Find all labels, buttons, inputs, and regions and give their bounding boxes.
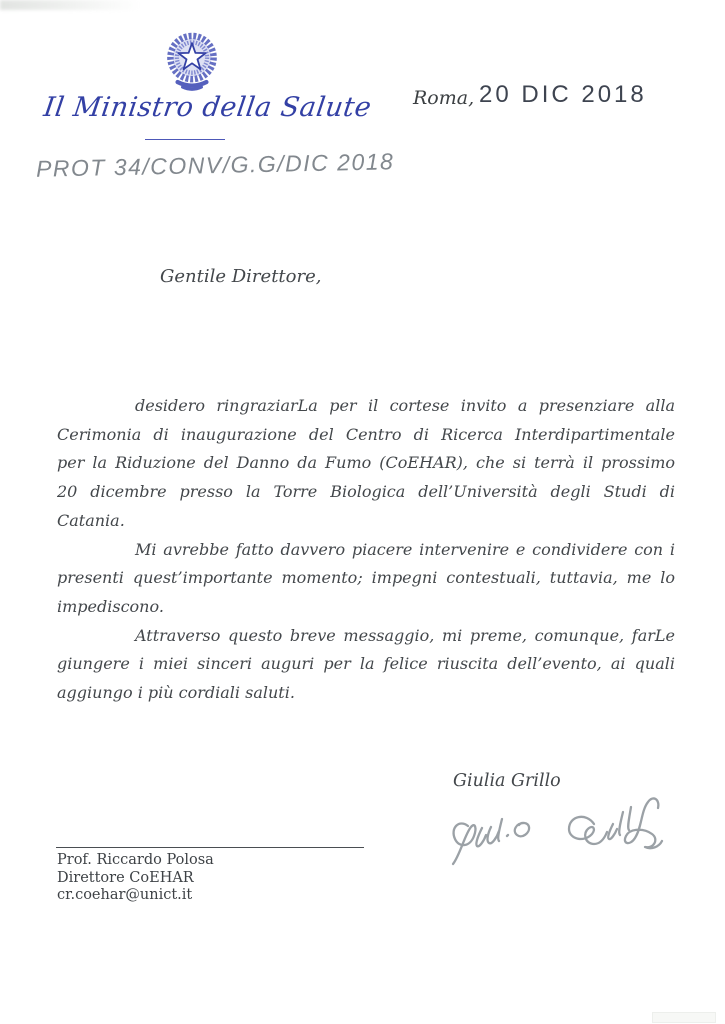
body-line: desidero ringraziarLa per il cortese invito a presenziare alla xyxy=(135,396,675,415)
italian-republic-emblem-icon xyxy=(156,24,228,94)
place-label: Roma, xyxy=(413,87,475,109)
scan-artifact xyxy=(652,1012,716,1023)
body-line: per la Riduzione del Danno da Fumo (CoEHAR), che si terrà il prossimo xyxy=(57,453,675,473)
body-line: presenti quest’importante momento; impegni contestuali, tuttavia, me lo xyxy=(57,568,675,588)
body-line: giungere i miei sinceri auguri per la felice riuscita dell’evento, ai quali xyxy=(57,654,675,674)
body-line: Catania. xyxy=(57,510,125,530)
body-line: aggiungo i più cordiali saluti. xyxy=(57,683,295,703)
recipient-line: Prof. Riccardo Polosa xyxy=(57,852,214,868)
date-stamp: 20 DIC 2018 xyxy=(479,81,647,108)
body-line: Attraverso questo breve messaggio, mi preme, comunque, farLe xyxy=(135,625,675,645)
ministry-rule xyxy=(145,139,225,140)
body-line: 20 dicembre presso la Torre Biologica dell’Università degli Studi di xyxy=(57,482,675,502)
ministry-script-title: Il Ministro della Salute xyxy=(41,92,374,123)
recipient-block xyxy=(57,852,214,905)
handwritten-signature xyxy=(448,786,686,874)
recipient-line: Direttore CoEHAR xyxy=(57,869,194,886)
letter-body xyxy=(57,392,675,708)
footer-divider xyxy=(56,847,364,848)
body-line: impediscono. xyxy=(57,596,164,616)
salutation: Gentile Direttore, xyxy=(160,266,322,287)
body-line: Mi avrebbe fatto davvero piacere intervenire e condividere con i xyxy=(135,539,675,559)
protocol-handwritten-note: PROT 34/CONV/G.G/DIC 2018 xyxy=(35,148,395,182)
recipient-line: cr.coehar@unict.it xyxy=(57,887,193,903)
body-line: Cerimonia di inaugurazione del Centro di Ricerca Interdipartimentale xyxy=(57,424,675,444)
scan-smudge xyxy=(0,0,140,10)
signer-name: Giulia Grillo xyxy=(453,771,561,791)
